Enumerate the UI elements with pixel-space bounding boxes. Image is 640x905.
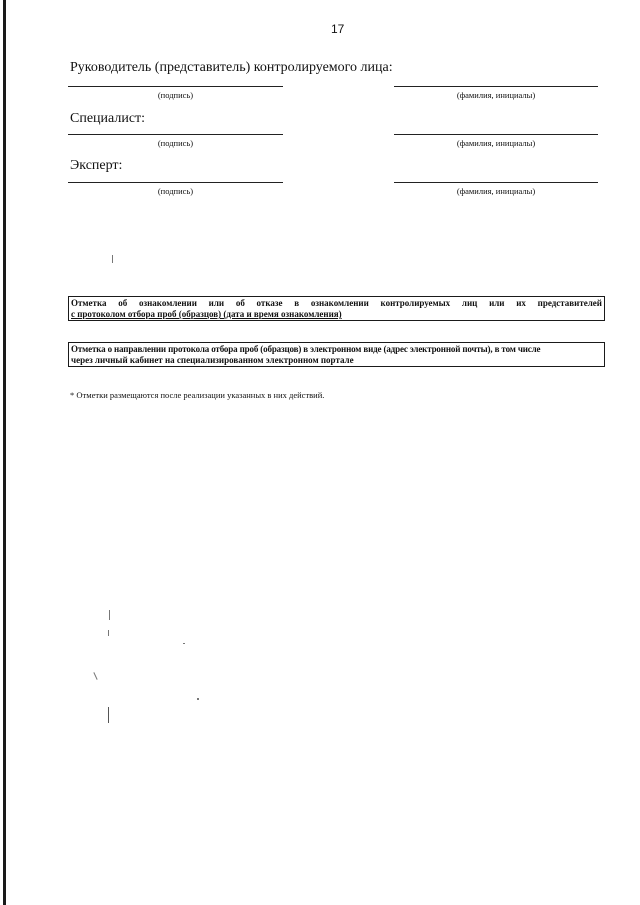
scan-mark <box>109 610 110 620</box>
scan-mark <box>197 698 199 700</box>
box-line: Отметка об ознакомлении или об отказе в ознакомлении контролируемых лиц или их представителей <box>71 298 602 308</box>
box-line: с протоколом отбора проб (образцов) (дата и время ознакомления) <box>71 309 342 319</box>
footnote: * Отметки размещаются после реализации указанных в них действий. <box>70 390 325 400</box>
signature-caption: (подпись) <box>157 90 194 100</box>
name-line <box>394 134 598 135</box>
scan-mark <box>93 672 97 680</box>
name-caption: (фамилия, инициалы) <box>456 90 536 100</box>
scan-mark <box>112 255 113 263</box>
scan-edge <box>3 0 6 905</box>
signature-line <box>68 86 283 87</box>
box-line: через личный кабинет на специализированном электронном портале <box>71 355 354 365</box>
scan-mark <box>108 630 109 636</box>
role-label-specialist: Специалист: <box>70 111 146 126</box>
signature-line <box>68 182 283 183</box>
signature-line <box>68 134 283 135</box>
name-caption: (фамилия, инициалы) <box>456 186 536 196</box>
page-number: 17 <box>331 22 345 36</box>
scan-mark <box>183 643 185 644</box>
signature-caption: (подпись) <box>157 186 194 196</box>
acknowledgement-box <box>68 296 605 321</box>
box-line: Отметка о направлении протокола отбора проб (образцов) в электронном виде (адрес электронной почты), в том числе <box>71 344 541 354</box>
name-line <box>394 86 598 87</box>
scan-mark <box>108 707 109 723</box>
role-label-head: Руководитель (представитель) контролируемого лица: <box>70 60 393 75</box>
name-line <box>394 182 598 183</box>
electronic-sending-box <box>68 342 605 367</box>
name-caption: (фамилия, инициалы) <box>456 138 536 148</box>
signature-caption: (подпись) <box>157 138 194 148</box>
role-label-expert: Эксперт: <box>70 158 123 173</box>
